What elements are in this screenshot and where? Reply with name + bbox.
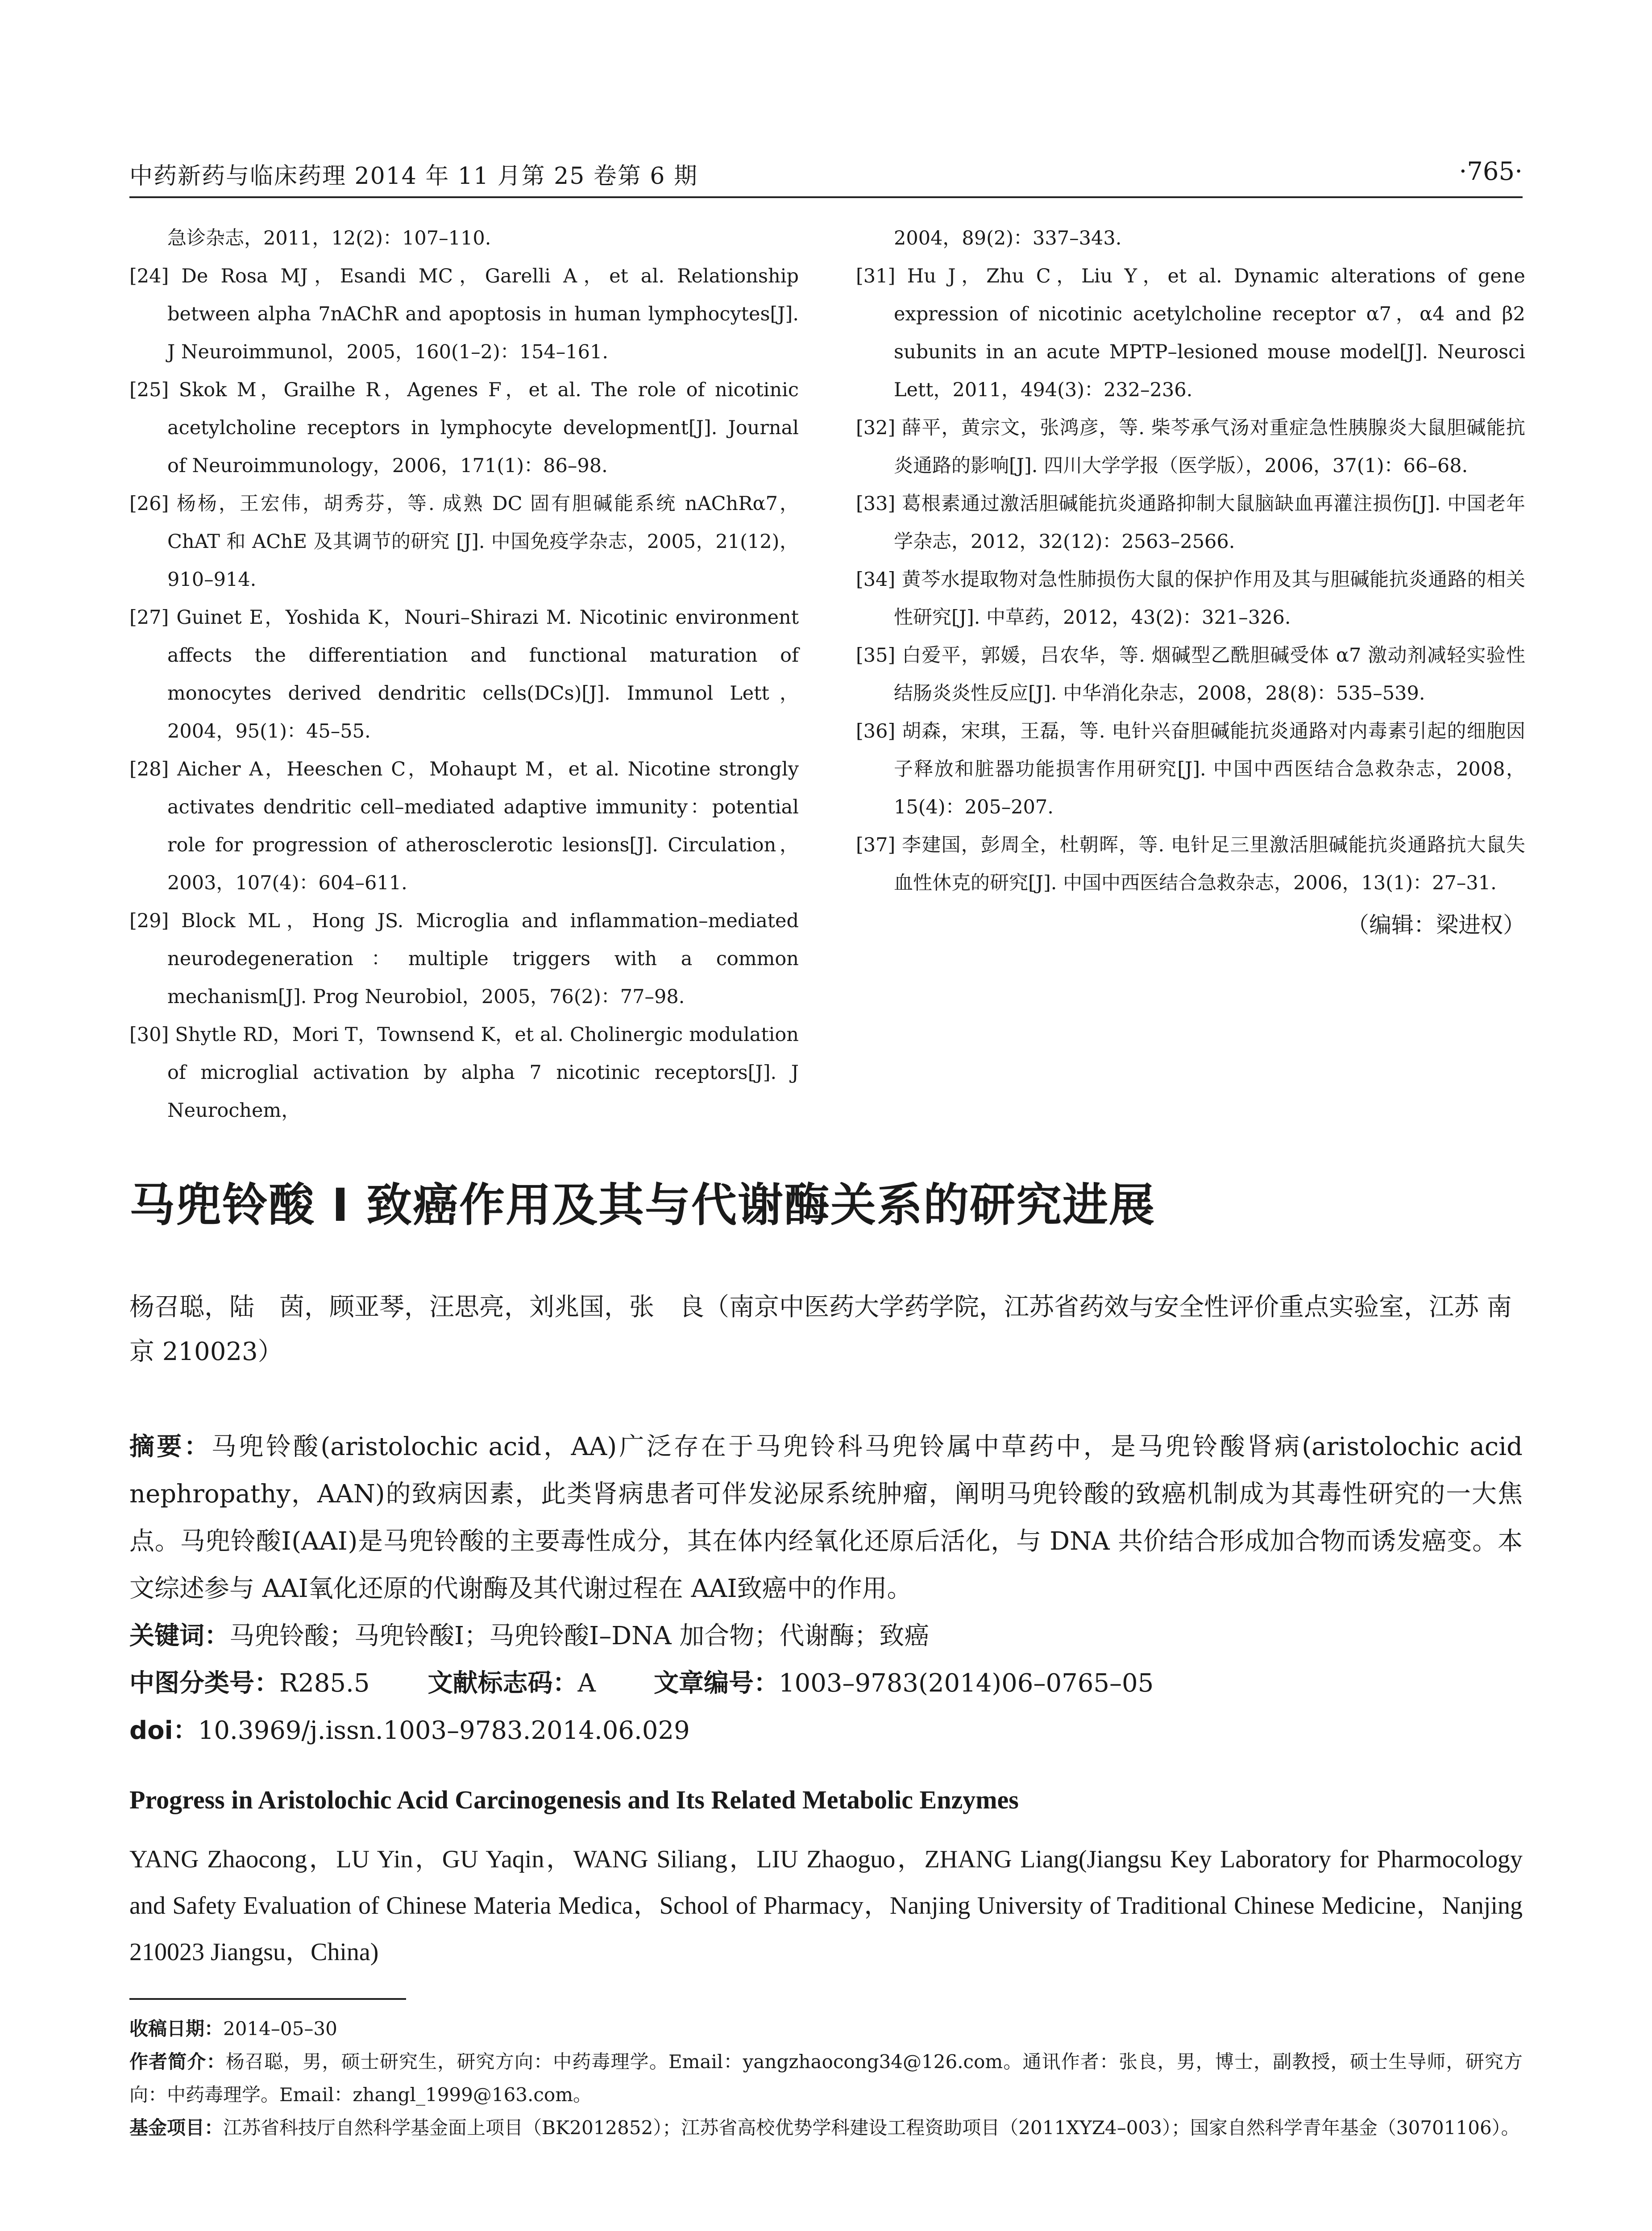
reference-item: 急诊杂志，2011，12(2)：107–110. [167,227,491,249]
references-left-column [129,220,799,1130]
author-bio: 作者简介：杨召聪，男，硕士研究生，研究方向：中药毒理学。Email：yangzhaocong34@126.com。通讯作者：张良，男，博士，副教授，硕士生导师，研究方向：中药毒理学。Email：zhangl_1999@163.com。 [129,2051,1523,2106]
author-affiliation: 杨召聪，陆 茵，顾亚琴，汪思亮，刘兆国，张 良（南京中医药大学药学院，江苏省药效与安全性评价重点实验室，江苏 南京 210023） [129,1293,1512,1366]
reference-item: [28] Aicher A，Heeschen C，Mohaupt M，et al. Nicotine strongly activates dendritic cell–mediated adaptive immunity：potential role for progression of atherosclerotic lesions[J]. Circulation，2003，107(4)：604–611. [129,758,799,894]
reference-item: 2004，89(2)：337–343. [894,227,1122,249]
reference-item: [36] 胡森，宋琪，王磊，等. 电针兴奋胆碱能抗炎通路对内毒素引起的细胞因子释放和脏器功能损害作用研究[J]. 中国中西医结合急救杂志，2008，15(4)：205–207. [856,720,1526,818]
abstract: 摘要：马兜铃酸(aristolochic acid，AA)广泛存在于马兜铃科马兜铃属中草药中，是马兜铃酸肾病(aristolochic acid nephropathy，AAN)的致病因素，此类肾病患者可伴发泌尿系统肿瘤，阐明马兜铃酸的致癌机制成为其毒性研究的一大焦点。马兜铃酸Ⅰ(AAⅠ)是马兜铃酸的主要毒性成分，其在体内经氧化还原后活化，与 DNA 共价结合形成加合物而诱发癌变。本文综述参与 AAⅠ氧化还原的代谢酶及其代谢过程在 AAⅠ致癌中的作用。 [129,1432,1523,1603]
reference-item: [37] 李建国，彭周全，杜朝晖，等. 电针足三里激活胆碱能抗炎通路抗大鼠失血性休克的研究[J]. 中国中西医结合急救杂志，2006，13(1)：27–31. [856,834,1526,894]
reference-item: [35] 白爱平，郭媛，吕农华，等. 烟碱型乙酰胆碱受体 α7 激动剂减轻实验性结肠炎炎性反应[J]. 中华消化杂志，2008，28(8)：535–539. [856,644,1525,705]
english-authors: YANG Zhaocong，LU Yin，GU Yaqin，WANG Siliang，LIU Zhaoguo，ZHANG Liang(Jiangsu Key Laboratory for Pharmocology and Safety Evaluation of Chinese Materia Medica，School of Pharmacy，Nanjing University of Traditional Chinese Medicine，Nanjing 210023 Jiangsu，China) [129,1845,1523,1966]
reference-item: [29] Block ML，Hong JS. Microglia and inflammation–mediated neurodegeneration：multiple triggers with a common mechanism[J]. Prog Neurobiol，2005，76(2)：77–98. [129,910,799,1008]
reference-item: [25] Skok M，Grailhe R，Agenes F，et al. The role of nicotinic acetylcholine receptors in lymphocyte development[J]. Journal of Neuroimmunology，2006，171(1)：86–98. [129,379,799,477]
journal-header: 中药新药与临床药理 2014 年 11 月第 25 卷第 6 期 [129,163,698,190]
reference-item: [24] De Rosa MJ，Esandi MC，Garelli A，et al. Relationship between alpha 7nAChR and apoptosis in human lymphocytes[J]. J Neuroimmunol，2005，160(1–2)：154–161. [129,265,799,363]
page-number: ·765· [1459,157,1523,186]
reference-item: [31] Hu J，Zhu C，Liu Y，et al. Dynamic alterations of gene expression of nicotinic acetylcholine receptor α7，α4 and β2 subunits in an acute MPTP–lesioned mouse model[J]. Neurosci Lett，2011，494(3)：232–236. [856,265,1526,401]
doi: doi：10.3969/j.issn.1003–9783.2014.06.029 [129,1716,690,1745]
received-date: 收稿日期：2014–05–30 [129,2018,337,2040]
abstract-block [129,1423,1523,1754]
keywords: 关键词：马兜铃酸；马兜铃酸Ⅰ；马兜铃酸Ⅰ–DNA 加合物；代谢酶；致癌 [129,1621,930,1650]
references-right-column [856,220,1525,945]
english-title: Progress in Aristolochic Acid Carcinogenesis and Its Related Metabolic Enzymes [129,1785,1019,1814]
reference-item: [27] Guinet E，Yoshida K，Nouri–Shirazi M. Nicotinic environment affects the differentiation and functional maturation of monocytes derived dendritic cells(DCs)[J]. Immunol Lett，2004，95(1)：45–55. [129,606,799,742]
classification-row: 中图分类号：R285.5 文献标志码：A 文章编号：1003–9783(2014)06–0765–05 [129,1669,1154,1698]
footnotes [129,2012,1523,2144]
reference-item: [34] 黄芩水提取物对急性肺损伤大鼠的保护作用及其与胆碱能抗炎通路的相关性研究[J]. 中草药，2012，43(2)：321–326. [856,568,1525,629]
footnote-divider [129,1998,406,2000]
article-title: 马兜铃酸 Ⅰ 致癌作用及其与代谢酶关系的研究进展 [129,1179,1155,1232]
editor-note: （编辑：梁进权） [1347,912,1525,938]
reference-item: [26] 杨杨，王宏伟，胡秀芬，等. 成熟 DC 固有胆碱能系统 nAChRα7，ChAT 和 AChE 及其调节的研究 [J]. 中国免疫学杂志，2005，21(12)，910–914. [129,493,799,591]
reference-item: [33] 葛根素通过激活胆碱能抗炎通路抑制大鼠脑缺血再灌注损伤[J]. 中国老年学杂志，2012，32(12)：2563–2566. [856,493,1525,553]
reference-item: [32] 薛平，黄宗文，张鸿彦，等. 柴芩承气汤对重症急性胰腺炎大鼠胆碱能抗炎通路的影响[J]. 四川大学学报（医学版），2006，37(1)：66–68. [856,417,1526,477]
header-divider [129,196,1523,198]
reference-item: [30] Shytle RD，Mori T，Townsend K，et al. Cholinergic modulation of microglial activation by alpha 7 nicotinic receptors[J]. J Neurochem， [129,1024,799,1122]
funding: 基金项目：江苏省科技厅自然科学基金面上项目（BK2012852）；江苏省高校优势学科建设工程资助项目（2011XYZ4–003）；国家自然科学青年基金（30701106）。 [129,2117,1520,2139]
